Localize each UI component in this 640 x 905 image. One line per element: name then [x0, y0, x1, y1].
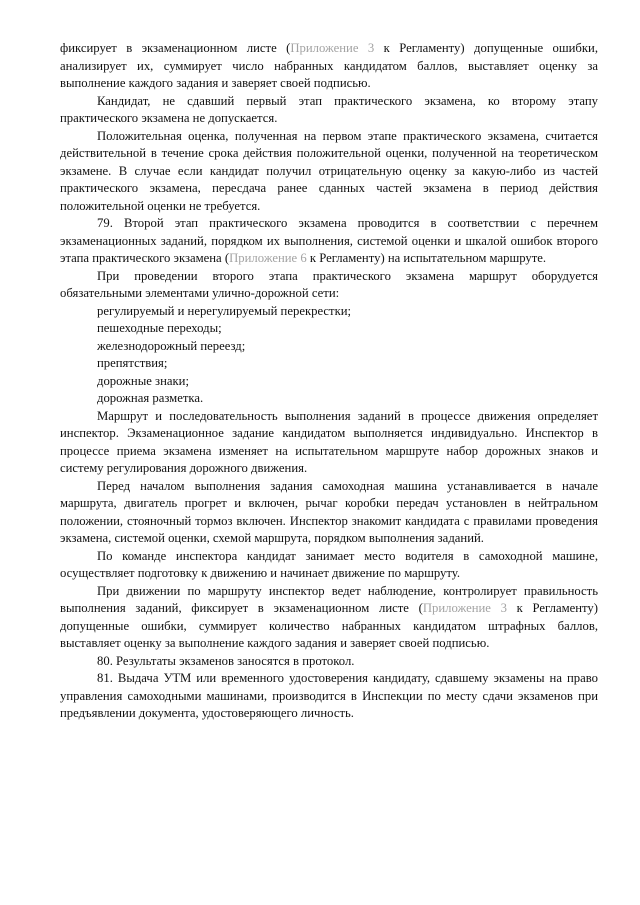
paragraph-text: к Регламенту) на испытательном маршруте.: [306, 251, 547, 265]
paragraph-text: препятствия;: [97, 356, 168, 370]
list-item: [60, 303, 598, 321]
paragraph-text: По команде инспектора кандидат занимает место водителя в самоходной машине, осуществляет подготовку к движению и начинает движение по маршруту.: [60, 548, 598, 580]
paragraph: [60, 670, 598, 723]
list-item: [60, 355, 598, 373]
paragraph-text: железнодорожный переезд;: [97, 338, 246, 353]
paragraph: [60, 128, 598, 216]
paragraph: [60, 268, 598, 303]
paragraph-text: При движении по маршруту инспектор ведет наблюдение, контролирует правильность выполнения заданий, фиксирует в экзаменационном листе (: [60, 583, 598, 615]
list-item: [60, 390, 598, 408]
paragraph: [60, 40, 598, 93]
paragraph: [60, 583, 598, 653]
list-item: [60, 373, 598, 391]
paragraph-text: 79. Второй этап практического экзамена проводится в соответствии с перечнем экзаменационных заданий, порядком их выполнения, системой оценки и шкалой ошибок второго этапа практического экзамена (: [60, 216, 598, 265]
paragraph-text: Кандидат, не сдавший первый этап практического экзамена, ко второму этапу практического экзамена не допускается.: [60, 93, 598, 125]
paragraph-text: регулируемый и нерегулируемый перекрестки;: [97, 303, 352, 318]
paragraph-text: фиксирует в экзаменационном листе (: [60, 41, 291, 55]
paragraph-text: 81. Выдача УТМ или временного удостоверения кандидату, сдавшему экзамены на право управления самоходными машинами, производится в Инспекции по месту сдачи экзаменов при предъявлении документа, удостоверяющего личность.: [60, 671, 598, 720]
paragraph-text: Перед началом выполнения задания самоходная машина устанавливается в начале маршрута, двигатель прогрет и включен, рычаг коробки передач установлен в нейтральном положении, стояночный тормоз включен. Инспектор знакомит кандидата с правилами проведения экзамена, системой оценки, схемой маршрута, порядком выполнения заданий.: [60, 478, 598, 545]
document-page: [60, 40, 598, 723]
paragraph-text: При проведении второго этапа практического экзамена маршрут оборудуется обязательными элементами улично-дорожной сети:: [60, 268, 598, 300]
paragraph: [60, 215, 598, 268]
paragraph: [60, 653, 598, 671]
appendix-reference-link[interactable]: Приложение 3: [290, 41, 375, 55]
appendix-reference-link[interactable]: Приложение 3: [422, 601, 507, 615]
paragraph-text: Маршрут и последовательность выполнения заданий в процессе движения определяет инспектор. Экзаменационное задание кандидатом выполняется индивидуально. Инспектор в процессе приема экзамена изменяет на испытательном маршруте набор дорожных знаков и систему регулирования дорожного движения.: [60, 408, 598, 475]
paragraph: [60, 548, 598, 583]
paragraph: [60, 93, 598, 128]
paragraph-text: 80. Результаты экзаменов заносятся в протокол.: [97, 653, 355, 668]
list-item: [60, 338, 598, 356]
paragraph-text: дорожная разметка.: [97, 391, 204, 405]
paragraph: [60, 478, 598, 548]
appendix-reference-link[interactable]: Приложение 6: [229, 251, 307, 265]
paragraph: [60, 408, 598, 478]
paragraph-text: к Регламенту) допущенные ошибки, анализирует их, суммирует число набранных кандидатом баллов, выставляет оценку за выполнение каждого задания и заверяет своей подписью.: [60, 41, 598, 90]
list-item: [60, 320, 598, 338]
paragraph-text: дорожные знаки;: [97, 373, 189, 388]
paragraph-text: Положительная оценка, полученная на первом этапе практического экзамена, считается действительной в течение срока действия положительной оценки, полученной на теоретическом экзамене. В случае если кандидат получил отрицательную оценку за какую-либо из частей практического экзамена, пересдача ранее сданных частей экзамена в период действия положительной оценки не требуется.: [60, 128, 598, 213]
paragraph-text: к Регламенту) допущенные ошибки, суммирует количество набранных кандидатом штрафных баллов, выставляет оценку за выполнение каждого задания и заверяет своей подписью.: [60, 601, 598, 650]
paragraph-text: пешеходные переходы;: [97, 321, 222, 335]
